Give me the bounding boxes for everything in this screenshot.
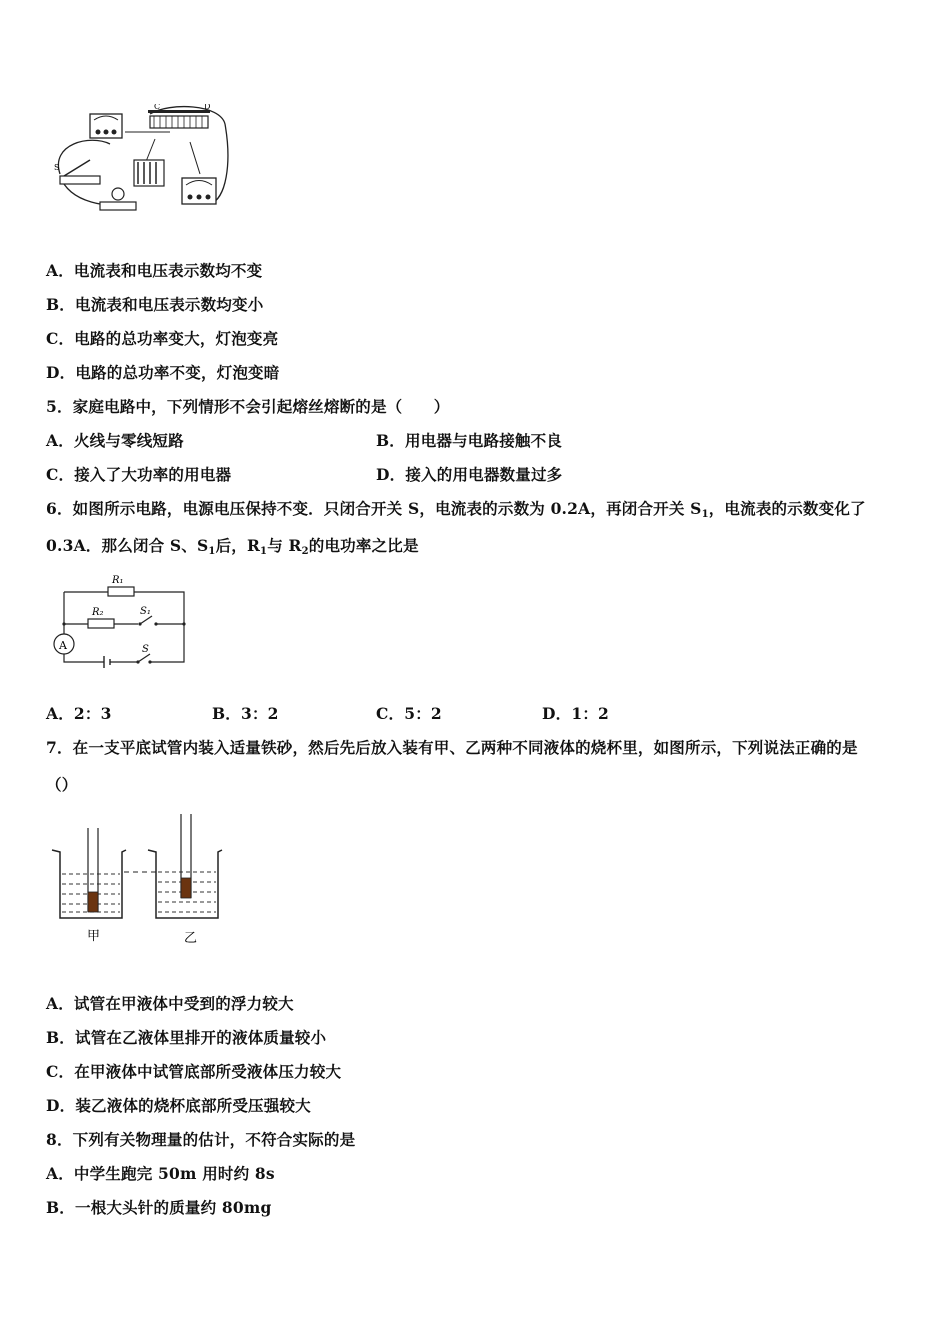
q7-stem-line1: 7．在一支平底试管内装入适量铁砂，然后先后放入装有甲、乙两种不同液体的烧杯里，如图所示，下列说法正确的是 [46, 738, 858, 757]
q6-option-c: C．5：2 [376, 704, 442, 723]
q8-stem: 8．下列有关物理量的估计，不符合实际的是 [46, 1130, 356, 1149]
label-r1: R₁ [112, 575, 124, 586]
q4-option-d: D．电路的总功率不变，灯泡变暗 [46, 363, 280, 382]
q6-stem-line2: 0.3A．那么闭合 S、$S_1$后，$R_1$与 $R_2$的电功率之比是 [46, 536, 419, 557]
q4-option-c: C．电路的总功率变大，灯泡变亮 [46, 329, 279, 348]
q5-option-a: A．火线与零线短路 [46, 431, 184, 450]
q6-stem-line1: 6．如图所示电路，电源电压保持不变．只闭合开关 S，电流表的示数为 0.2A，再闭合开关 $S_1$，电流表的示数变化了 [46, 499, 866, 520]
resistor-r1 [108, 587, 134, 596]
q6-option-b: B．3：2 [212, 704, 279, 723]
q6-option-d: D．1：2 [542, 704, 610, 723]
switch-label-s: S [54, 163, 60, 172]
q8-option-a: A．中学生跑完 50m 用时约 8s [46, 1164, 275, 1183]
beaker-label-jia: 甲 [87, 929, 101, 944]
q7-stem-line2: （） [46, 775, 78, 794]
label-r2: R₂ [92, 607, 104, 618]
q6-circuit-diagram [48, 572, 190, 668]
q8-option-b: B．一根大头针的质量约 80mg [46, 1198, 272, 1217]
beaker-yi [148, 814, 222, 918]
q7-beakers-figure [48, 812, 228, 947]
q7-option-c: C．在甲液体中试管底部所受液体压力较大 [46, 1062, 342, 1081]
q7-option-d: D．装乙液体的烧杯底部所受压强较大 [46, 1096, 311, 1115]
q4-option-b: B．电流表和电压表示数均变小 [46, 295, 264, 314]
q5-option-b: B．用电器与电路接触不良 [376, 431, 563, 450]
q5-option-c: C．接入了大功率的用电器 [46, 465, 232, 484]
label-s: S [142, 644, 149, 655]
q5-option-d: D．接入的用电器数量过多 [376, 465, 563, 484]
q7-beakers-svg [48, 812, 228, 947]
beaker-jia [52, 828, 126, 918]
q6-option-a: A．2：3 [46, 704, 112, 723]
resistor-r2 [88, 619, 114, 628]
q6-circuit-svg [48, 572, 190, 668]
label-ammeter: A [59, 639, 67, 652]
label-s1: S₁ [140, 606, 151, 617]
circuit-photo-svg [50, 104, 235, 216]
q5-stem: 5．家庭电路中，下列情形不会引起熔丝熔断的是（ ） [46, 397, 450, 416]
q4-option-a: A．电流表和电压表示数均不变 [46, 261, 263, 280]
circuit-photo-figure [50, 104, 235, 216]
q7-option-a: A．试管在甲液体中受到的浮力较大 [46, 994, 294, 1013]
q7-option-b: B．试管在乙液体里排开的液体质量较小 [46, 1028, 327, 1047]
rheostat-label-c: C [154, 104, 161, 111]
beaker-label-yi: 乙 [184, 931, 198, 946]
rheostat-label-d: D [204, 104, 211, 111]
